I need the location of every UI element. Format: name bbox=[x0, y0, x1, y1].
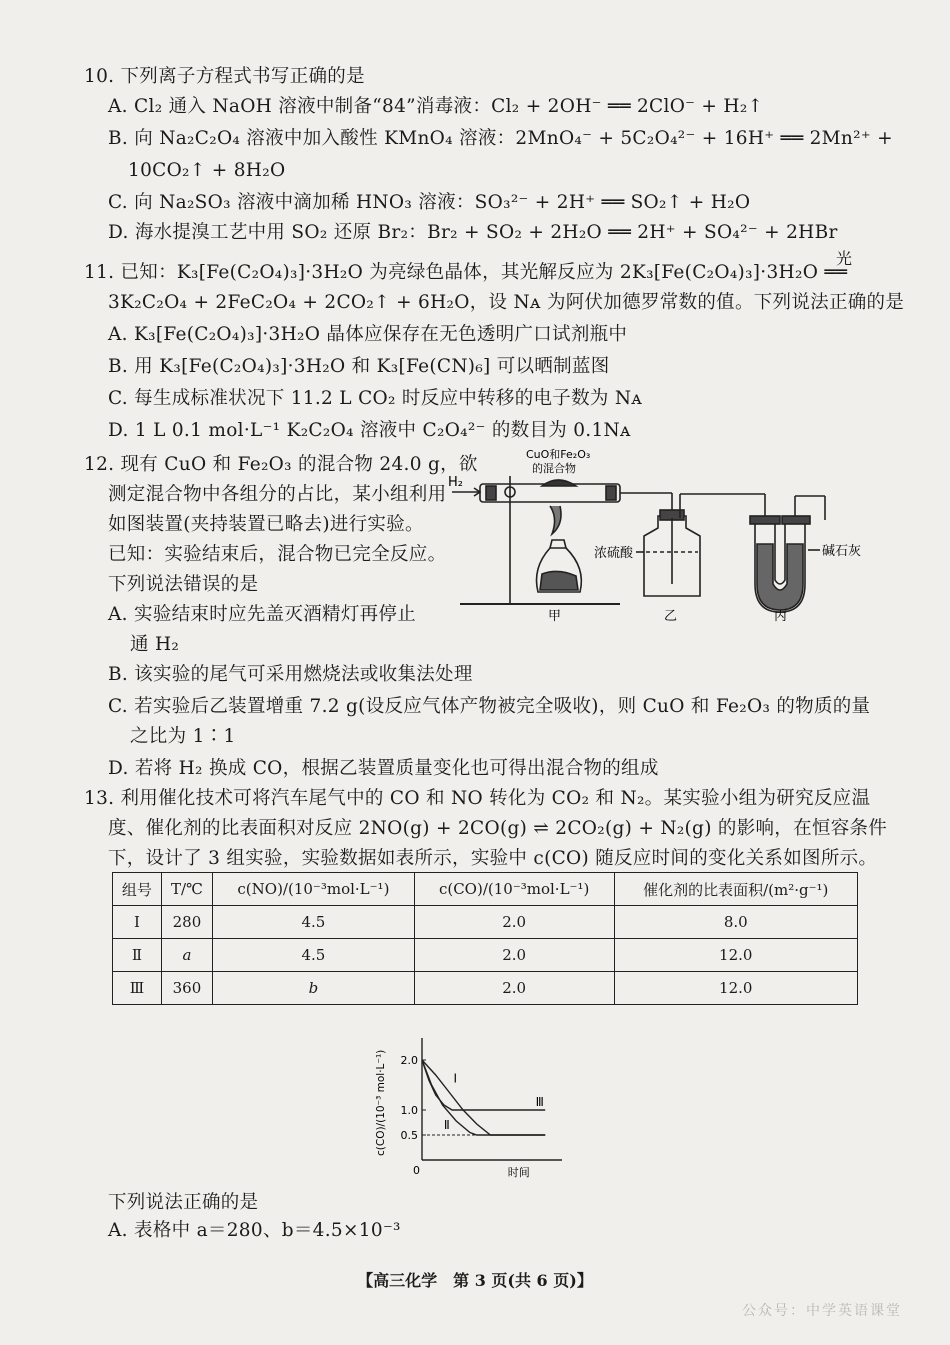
cell: 8.0 bbox=[614, 906, 858, 939]
co-time-chart bbox=[370, 1022, 570, 1182]
q12-option-a-cont: 通 H₂ bbox=[130, 634, 180, 655]
q10-stem: 10. 下列离子方程式书写正确的是 bbox=[84, 66, 365, 87]
watermark: 公众号：中学英语课堂 bbox=[742, 1303, 902, 1319]
q12-stem-line2: 测定混合物中各组分的占比，某小组利用 bbox=[108, 484, 447, 505]
q11-stem-line2: 3K₂C₂O₄ + 2FeC₂O₄ + 2CO₂↑ + 6H₂O，设 Nᴀ 为阿伏加德罗常数的值。下列说法正确的是 bbox=[108, 292, 905, 313]
label-soda-lime: 碱石灰 bbox=[822, 544, 862, 559]
q13-stem-line3: 下，设计了 3 组实验，实验数据如表所示，实验中 c(CO) 随反应时间的变化关系如图所示。 bbox=[108, 848, 878, 869]
q12-stem-line4: 已知：实验结束后，混合物已完全反应。 bbox=[108, 544, 447, 565]
q12-option-c: C. 若实验后乙装置增重 7.2 g(设反应气体产物被完全吸收)，则 CuO 和 Fe₂O₃ 的物质的量 bbox=[108, 696, 871, 717]
cell: 360 bbox=[161, 972, 212, 1005]
alcohol-lamp bbox=[550, 540, 566, 548]
apparatus-figure bbox=[440, 444, 880, 629]
origin-label: 0 bbox=[413, 1164, 420, 1177]
q11-stem-line1: 11. 已知：K₃[Fe(C₂O₄)₃]·3H₂O 为亮绿色晶体，其光解反应为 2K₃[Fe(C₂O₄)₃]·3H₂O ══ bbox=[84, 262, 848, 283]
q11-option-c: C. 每生成标准状况下 11.2 L CO₂ 时反应中转移的电子数为 Nᴀ bbox=[108, 388, 643, 409]
q12-stem-line1: 12. 现有 CuO 和 Fe₂O₃ 的混合物 24.0 g，欲 bbox=[84, 454, 478, 475]
q10-option-b-cont: 10CO₂↑ + 8H₂O bbox=[128, 160, 286, 181]
experiment-table bbox=[112, 872, 858, 1005]
flame bbox=[550, 506, 561, 534]
table-row bbox=[113, 939, 858, 972]
cell: 2.0 bbox=[414, 906, 614, 939]
label-h2: H₂ bbox=[448, 475, 463, 490]
series-label-3: Ⅲ bbox=[535, 1095, 544, 1109]
y-tick-label: 2.0 bbox=[400, 1054, 418, 1067]
q11-option-d: D. 1 L 0.1 mol·L⁻¹ K₂C₂O₄ 溶液中 C₂O₄²⁻ 的数目为 0.1Nᴀ bbox=[108, 420, 631, 441]
col-surface: 催化剂的比表面积/(m²·g⁻¹) bbox=[614, 873, 858, 906]
y-tick-label: 0.5 bbox=[400, 1129, 418, 1142]
series-line-1 bbox=[422, 1060, 545, 1135]
q12-option-d: D. 若将 H₂ 换成 CO，根据乙装置质量变化也可得出混合物的组成 bbox=[108, 758, 659, 779]
q13-stem-line2: 度、催化剂的比表面积对反应 2NO(g) + 2CO(g) ⇌ 2CO₂(g) + N₂(g) 的影响，在恒容条件 bbox=[108, 818, 888, 839]
cell: Ⅰ bbox=[113, 906, 162, 939]
cell: 4.5 bbox=[213, 906, 415, 939]
q13-stem-line1: 13. 利用催化技术可将汽车尾气中的 CO 和 NO 转化为 CO₂ 和 N₂。某实验小组为研究反应温 bbox=[84, 788, 871, 809]
y-tick-label: 1.0 bbox=[400, 1104, 418, 1117]
series-label-1: Ⅰ bbox=[453, 1071, 458, 1086]
q10-option-d: D. 海水提溴工艺中用 SO₂ 还原 Br₂：Br₂ + SO₂ + 2H₂O ══ 2H⁺ + SO₄²⁻ + 2HBr bbox=[108, 222, 838, 243]
cell: 280 bbox=[161, 906, 212, 939]
q12-stem-line5: 下列说法错误的是 bbox=[108, 574, 259, 595]
label-bing: 丙 bbox=[774, 609, 788, 624]
label-conc-acid: 浓硫酸 bbox=[594, 546, 634, 561]
col-no: c(NO)/(10⁻³mol·L⁻¹) bbox=[213, 873, 415, 906]
col-co: c(CO)/(10⁻³mol·L⁻¹) bbox=[414, 873, 614, 906]
x-axis-label: 时间 bbox=[507, 1166, 530, 1179]
y-axis-label: c(CO)/(10⁻³ mol·L⁻¹) bbox=[375, 1049, 387, 1156]
q11-option-a: A. K₃[Fe(C₂O₄)₃]·3H₂O 晶体应保存在无色透明广口试剂瓶中 bbox=[108, 324, 628, 345]
label-mixture-1: CuO和Fe₂O₃ bbox=[526, 448, 591, 461]
cell: Ⅲ bbox=[113, 972, 162, 1005]
q12-option-b: B. 该实验的尾气可采用燃烧法或收集法处理 bbox=[108, 664, 473, 685]
label-yi: 乙 bbox=[664, 609, 678, 624]
cell: 2.0 bbox=[414, 939, 614, 972]
col-group: 组号 bbox=[113, 873, 162, 906]
soda-lime bbox=[757, 544, 803, 610]
q12-option-a: A. 实验结束时应先盖灭酒精灯再停止 bbox=[108, 604, 417, 625]
cell: a bbox=[161, 939, 212, 972]
q12-stem-line3: 如图装置(夹持装置已略去)进行实验。 bbox=[108, 514, 424, 535]
cell: b bbox=[213, 972, 415, 1005]
q12-option-c-cont: 之比为 1∶1 bbox=[130, 726, 236, 747]
q11-option-b: B. 用 K₃[Fe(C₂O₄)₃]·3H₂O 和 K₃[Fe(CN)₆] 可以晒制蓝图 bbox=[108, 356, 610, 377]
table-header-row bbox=[113, 873, 858, 906]
q13-option-a: A. 表格中 a＝280、b＝4.5×10⁻³ bbox=[108, 1220, 401, 1241]
cell: 12.0 bbox=[614, 972, 858, 1005]
page-footer: 【高三化学 第 3 页(共 6 页)】 bbox=[357, 1271, 593, 1290]
table-row bbox=[113, 906, 858, 939]
cell: 12.0 bbox=[614, 939, 858, 972]
q10-option-b: B. 向 Na₂C₂O₄ 溶液中加入酸性 KMnO₄ 溶液：2MnO₄⁻ + 5C₂O₄²⁻ + 16H⁺ ══ 2Mn²⁺ + bbox=[108, 128, 893, 149]
q10-option-c: C. 向 Na₂SO₃ 溶液中滴加稀 HNO₃ 溶液：SO₃²⁻ + 2H⁺ ══ SO₂↑ + H₂O bbox=[108, 192, 751, 213]
series-line-2 bbox=[422, 1060, 545, 1135]
q10-option-a: A. Cl₂ 通入 NaOH 溶液中制备“84”消毒液：Cl₂ + 2OH⁻ ══ 2ClO⁻ + H₂↑ bbox=[108, 96, 764, 117]
cell: 2.0 bbox=[414, 972, 614, 1005]
series-label-2: Ⅱ bbox=[443, 1118, 450, 1132]
mixture-sample bbox=[542, 480, 576, 486]
label-jia: 甲 bbox=[548, 609, 562, 624]
cell: Ⅱ bbox=[113, 939, 162, 972]
table-row bbox=[113, 972, 858, 1005]
label-mixture-2: 的混合物 bbox=[532, 462, 576, 475]
col-temp: T/℃ bbox=[161, 873, 212, 906]
cell: 4.5 bbox=[213, 939, 415, 972]
q11-light-label: 光 bbox=[836, 249, 853, 268]
q13-question: 下列说法正确的是 bbox=[108, 1192, 259, 1213]
